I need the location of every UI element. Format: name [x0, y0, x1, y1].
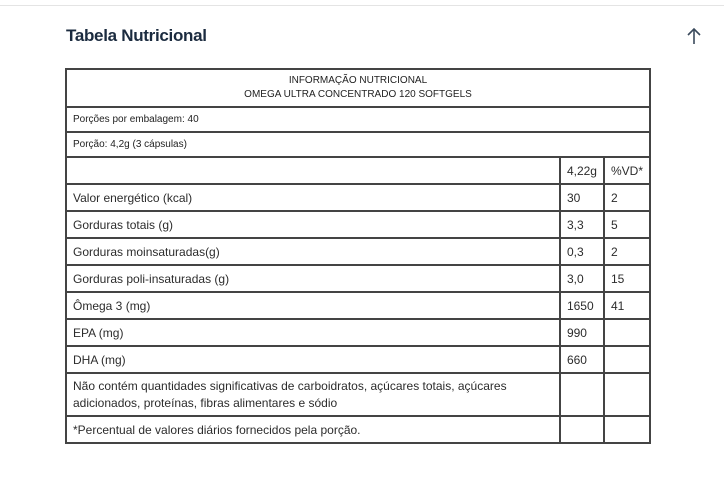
- table-row: [66, 238, 650, 265]
- column-header-dv: %VD*: [604, 157, 650, 184]
- nutrient-label: Gorduras moinsaturadas(g): [66, 238, 560, 265]
- nutrient-dv: 2: [604, 238, 650, 265]
- collapse-button[interactable]: [683, 25, 705, 47]
- column-header-amount: 4,22g: [560, 157, 604, 184]
- nutrient-amount: 3,3: [560, 211, 604, 238]
- column-header-label: [66, 157, 560, 184]
- nutrient-amount: 660: [560, 346, 604, 373]
- serving-size: Porção: 4,2g (3 cápsulas): [66, 132, 650, 157]
- footnote-text: *Percentual de valores diários fornecidos pela porção.: [66, 416, 560, 443]
- section-title: Tabela Nutricional: [66, 26, 207, 45]
- table-row: [66, 346, 650, 373]
- nutrient-amount: 3,0: [560, 265, 604, 292]
- nutrient-amount: 1650: [560, 292, 604, 319]
- nutrient-dv: [604, 346, 650, 373]
- table-row: [66, 292, 650, 319]
- table-row: [66, 265, 650, 292]
- table-row: [66, 211, 650, 238]
- disclaimer-row: [66, 373, 650, 416]
- nutrient-amount: 30: [560, 184, 604, 211]
- column-header-row: [66, 157, 650, 184]
- table-header-title: INFORMAÇÃO NUTRICIONAL: [288, 75, 428, 86]
- arrow-up-icon: [683, 25, 705, 47]
- servings-per-package: Porções por embalagem: 40: [66, 107, 650, 132]
- nutrient-label: EPA (mg): [66, 319, 560, 346]
- table-row: [66, 319, 650, 346]
- table-row: [66, 184, 650, 211]
- disclaimer-text: Não contém quantidades significativas de carboidratos, açúcares totais, açúcares adicionados, proteínas, fibras alimentares e sódio: [66, 373, 560, 416]
- table-header: [66, 69, 650, 107]
- nutrient-label: DHA (mg): [66, 346, 560, 373]
- empty-cell: [604, 416, 650, 443]
- nutrient-dv: 15: [604, 265, 650, 292]
- empty-cell: [560, 373, 604, 416]
- footnote-row: [66, 416, 650, 443]
- nutrient-label: Valor energético (kcal): [66, 184, 560, 211]
- nutrient-dv: [604, 319, 650, 346]
- nutrition-table: [65, 68, 651, 444]
- top-divider: [0, 5, 724, 6]
- nutrient-dv: 5: [604, 211, 650, 238]
- nutrient-dv: 41: [604, 292, 650, 319]
- nutrient-dv: 2: [604, 184, 650, 211]
- empty-cell: [604, 373, 650, 416]
- nutrient-label: Gorduras totais (g): [66, 211, 560, 238]
- empty-cell: [560, 416, 604, 443]
- nutrient-label: Ômega 3 (mg): [66, 292, 560, 319]
- nutrient-label: Gorduras poli-insaturadas (g): [66, 265, 560, 292]
- nutrient-amount: 990: [560, 319, 604, 346]
- table-header-product: OMEGA ULTRA CONCENTRADO 120 SOFTGELS: [244, 89, 472, 100]
- nutrient-amount: 0,3: [560, 238, 604, 265]
